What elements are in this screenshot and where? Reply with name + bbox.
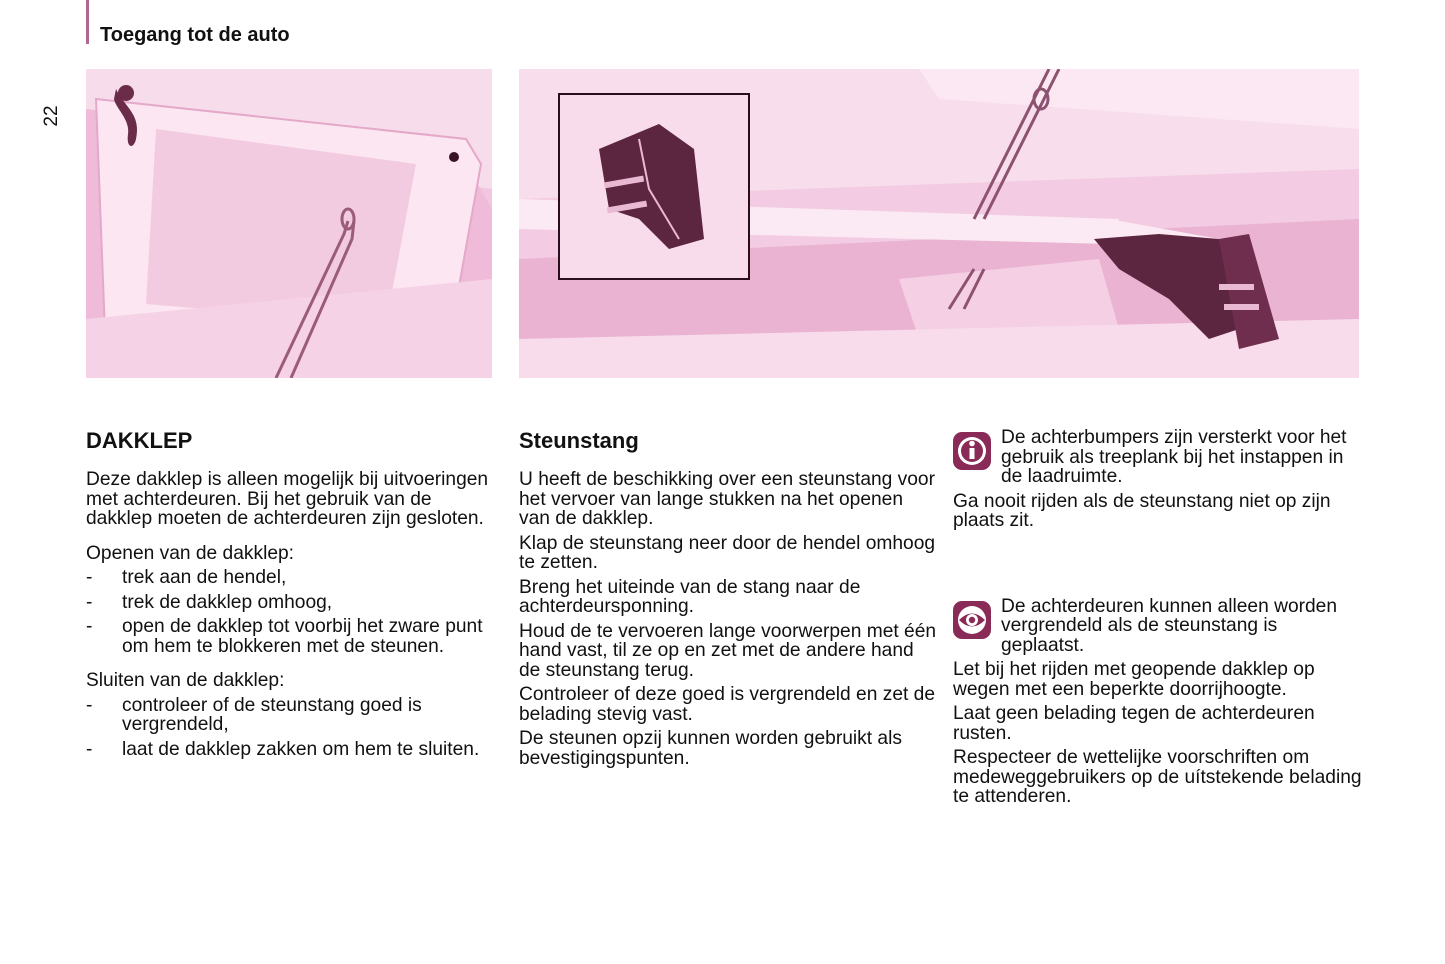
- paragraph: Houd de te vervoeren lange voorwerpen met één hand vast, til ze op en zet met de andere hand de steunstang terug.: [519, 620, 937, 681]
- close-title: Sluiten van de dakklep:: [86, 670, 285, 691]
- left-column: [86, 428, 496, 764]
- paragraph: Laat geen belading tegen de achterdeuren rusten.: [953, 703, 1315, 744]
- info-icon: [953, 432, 991, 470]
- paragraph: Breng het uiteinde van de stang naar de achterdeursponning.: [519, 576, 861, 617]
- list-item: - open de dakklep tot voorbij het zware punt om hem te blokkeren met de steunen.: [86, 616, 483, 657]
- list-item: - trek aan de hendel,: [86, 567, 287, 588]
- roof-flap-heading: DAKKLEP: [86, 428, 193, 453]
- paragraph: U heeft de beschikking over een steunstang voor het vervoer van lange stukken na het openen van de dakklep.: [519, 469, 935, 529]
- info-followup: Ga nooit rijden als de steunstang niet op zijn plaats zit.: [953, 490, 1331, 531]
- eye-note-text: De achterdeuren kunnen alleen worden vergrendeld als de steunstang is geplaatst.: [1001, 595, 1338, 656]
- info-note: [953, 428, 1363, 487]
- paragraph: De steunen opzij kunnen worden gebruikt als bevestigingspunten.: [519, 728, 902, 769]
- open-steps-list: [86, 568, 496, 656]
- support-bar-heading: Steunstang: [519, 428, 639, 453]
- support-bar-illustration: [519, 69, 1359, 378]
- open-title: Openen van de dakklep:: [86, 542, 295, 564]
- roof-flap-intro: Deze dakklep is alleen mogelijk bij uitvoeringen met achterdeuren. Bij het gebruik van de dakklep moeten de achterdeuren zijn gesloten.: [86, 469, 489, 529]
- section-title: Toegang tot de auto: [100, 24, 290, 46]
- list-item: - controleer of de steunstang goed is vergrendeld,: [86, 694, 422, 735]
- middle-column: [519, 428, 939, 768]
- list-item: - trek de dakklep omhoog,: [86, 591, 333, 613]
- page-number: 22: [41, 105, 62, 127]
- roof-flap-illustration: [86, 69, 492, 378]
- close-steps-list: [86, 696, 496, 760]
- paragraph: Controleer of deze goed is vergrendeld en zet de belading stevig vast.: [519, 684, 935, 725]
- paragraph: Klap de steunstang neer door de hendel omhoog te zetten.: [519, 532, 936, 573]
- paragraph: Let bij het rijden met geopende dakklep op wegen met een beperkte doorrijhoogte.: [953, 659, 1315, 700]
- eye-note: [953, 597, 1363, 656]
- header-accent-bar: [86, 0, 89, 44]
- paragraph: Respecteer de wettelijke voorschriften om medeweggebruikers op de uítstekende belading te attenderen.: [953, 747, 1362, 807]
- right-column: [953, 428, 1363, 807]
- eye-icon: [953, 601, 991, 639]
- list-item: - laat de dakklep zakken om hem te sluiten.: [86, 738, 480, 760]
- info-note-text: De achterbumpers zijn versterkt voor het gebruik als treeplank bij het instappen in de laadruimte.: [1001, 427, 1347, 487]
